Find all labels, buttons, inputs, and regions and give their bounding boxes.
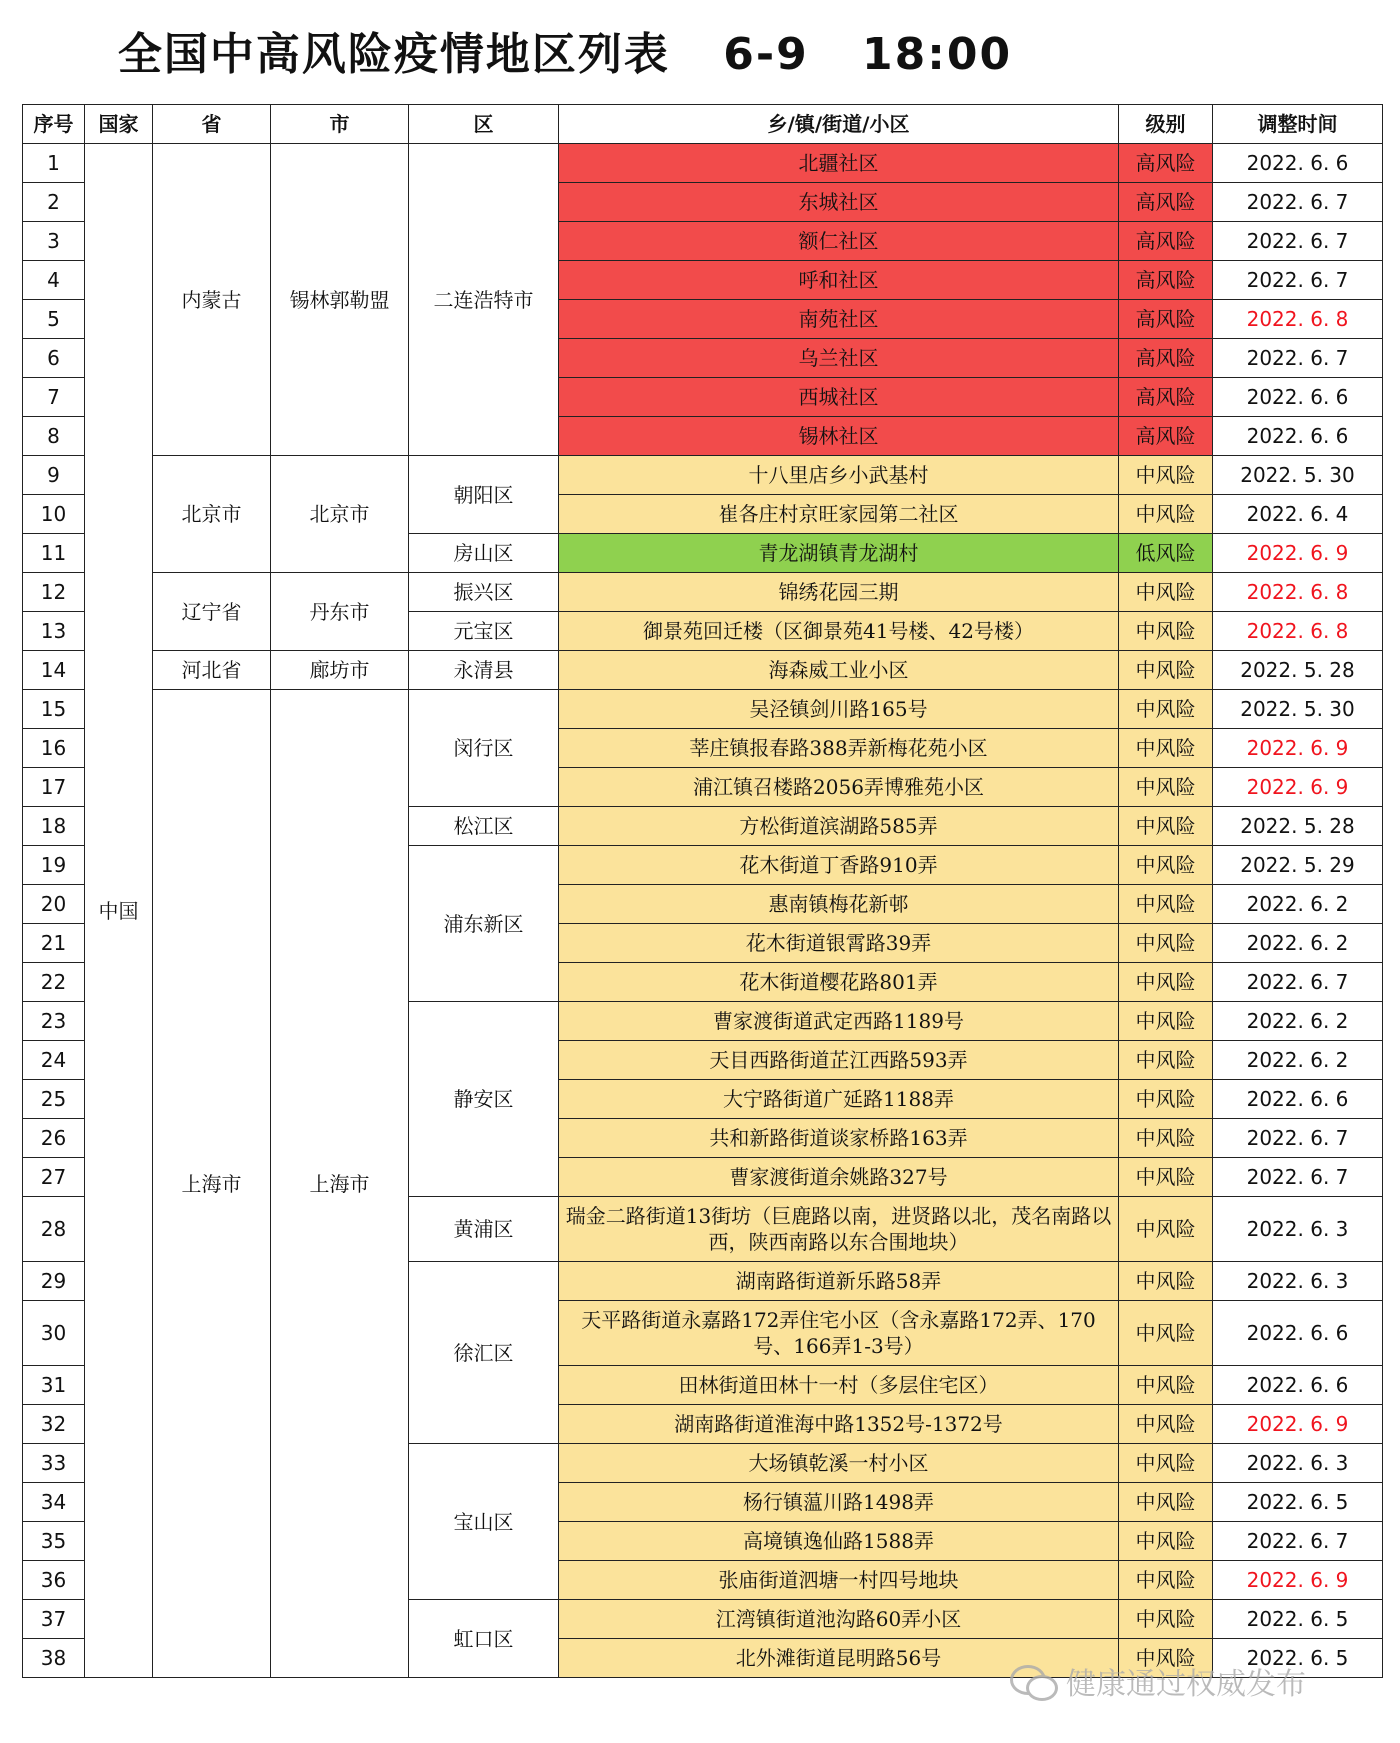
table-row — [23, 573, 1383, 612]
header-province: 省 — [153, 105, 271, 144]
area-cell: 西城社区 — [559, 378, 1119, 417]
area-cell: 瑞金二路街道13街坊（巨鹿路以南，进贤路以北，茂名南路以西，陕西南路以东合围地块） — [559, 1197, 1119, 1262]
time-cell: 2022. 6. 9 — [1213, 534, 1383, 573]
row-no: 35 — [23, 1522, 85, 1561]
city-cell: 廊坊市 — [271, 651, 409, 690]
row-no: 13 — [23, 612, 85, 651]
time-cell: 2022. 6. 3 — [1213, 1444, 1383, 1483]
area-cell: 莘庄镇报春路388弄新梅花苑小区 — [559, 729, 1119, 768]
level-cell: 高风险 — [1119, 183, 1213, 222]
table-row — [23, 456, 1383, 495]
level-cell: 中风险 — [1119, 807, 1213, 846]
wechat-icon — [1010, 1661, 1056, 1701]
time-cell: 2022. 6. 9 — [1213, 768, 1383, 807]
level-cell: 中风险 — [1119, 495, 1213, 534]
level-cell: 中风险 — [1119, 1158, 1213, 1197]
row-no: 24 — [23, 1041, 85, 1080]
city-cell: 北京市 — [271, 456, 409, 573]
time-cell: 2022. 6. 6 — [1213, 144, 1383, 183]
time-cell: 2022. 5. 29 — [1213, 846, 1383, 885]
header-no: 序号 — [23, 105, 85, 144]
row-no: 18 — [23, 807, 85, 846]
row-no: 26 — [23, 1119, 85, 1158]
area-cell: 田林街道田林十一村（多层住宅区） — [559, 1366, 1119, 1405]
time-cell: 2022. 6. 6 — [1213, 1080, 1383, 1119]
area-cell: 惠南镇梅花新邨 — [559, 885, 1119, 924]
level-cell: 中风险 — [1119, 456, 1213, 495]
level-cell: 高风险 — [1119, 261, 1213, 300]
area-cell: 北疆社区 — [559, 144, 1119, 183]
header-area: 乡/镇/街道/小区 — [559, 105, 1119, 144]
row-no: 16 — [23, 729, 85, 768]
area-cell: 十八里店乡小武基村 — [559, 456, 1119, 495]
level-cell: 中风险 — [1119, 1002, 1213, 1041]
risk-area-table — [22, 104, 1383, 1678]
area-cell: 海森威工业小区 — [559, 651, 1119, 690]
area-cell: 锦绣花园三期 — [559, 573, 1119, 612]
area-cell: 南苑社区 — [559, 300, 1119, 339]
level-cell: 高风险 — [1119, 417, 1213, 456]
time-cell: 2022. 6. 5 — [1213, 1639, 1383, 1678]
area-cell: 共和新路街道谈家桥路163弄 — [559, 1119, 1119, 1158]
area-cell: 御景苑回迁楼（区御景苑41号楼、42号楼） — [559, 612, 1119, 651]
area-cell: 杨行镇蕰川路1498弄 — [559, 1483, 1119, 1522]
time-cell: 2022. 6. 3 — [1213, 1197, 1383, 1262]
row-no: 20 — [23, 885, 85, 924]
row-no: 12 — [23, 573, 85, 612]
area-cell: 曹家渡街道武定西路1189号 — [559, 1002, 1119, 1041]
time-cell: 2022. 6. 7 — [1213, 1158, 1383, 1197]
time-cell: 2022. 5. 28 — [1213, 807, 1383, 846]
time-cell: 2022. 6. 7 — [1213, 183, 1383, 222]
area-cell: 湖南路街道新乐路58弄 — [559, 1262, 1119, 1301]
time-cell: 2022. 6. 6 — [1213, 417, 1383, 456]
row-no: 1 — [23, 144, 85, 183]
level-cell: 中风险 — [1119, 1262, 1213, 1301]
time-cell: 2022. 6. 7 — [1213, 1522, 1383, 1561]
level-cell: 中风险 — [1119, 1600, 1213, 1639]
area-cell: 天目西路街道芷江西路593弄 — [559, 1041, 1119, 1080]
district-cell: 振兴区 — [409, 573, 559, 612]
time-cell: 2022. 6. 7 — [1213, 963, 1383, 1002]
table-row — [23, 690, 1383, 729]
header-city: 市 — [271, 105, 409, 144]
time-cell: 2022. 6. 5 — [1213, 1483, 1383, 1522]
area-cell: 湖南路街道淮海中路1352号-1372号 — [559, 1405, 1119, 1444]
time-cell: 2022. 6. 7 — [1213, 222, 1383, 261]
level-cell: 中风险 — [1119, 612, 1213, 651]
district-cell: 永清县 — [409, 651, 559, 690]
header-district: 区 — [409, 105, 559, 144]
time-cell: 2022. 6. 9 — [1213, 1405, 1383, 1444]
time-cell: 2022. 5. 28 — [1213, 651, 1383, 690]
header-country: 国家 — [85, 105, 153, 144]
level-cell: 中风险 — [1119, 768, 1213, 807]
time-cell: 2022. 5. 30 — [1213, 456, 1383, 495]
area-cell: 乌兰社区 — [559, 339, 1119, 378]
header-level: 级别 — [1119, 105, 1213, 144]
area-cell: 高境镇逸仙路1588弄 — [559, 1522, 1119, 1561]
row-no: 6 — [23, 339, 85, 378]
area-cell: 花木街道樱花路801弄 — [559, 963, 1119, 1002]
time-cell: 2022. 6. 7 — [1213, 339, 1383, 378]
level-cell: 中风险 — [1119, 1301, 1213, 1366]
area-cell: 青龙湖镇青龙湖村 — [559, 534, 1119, 573]
row-no: 21 — [23, 924, 85, 963]
level-cell: 中风险 — [1119, 1197, 1213, 1262]
time-cell: 2022. 6. 5 — [1213, 1600, 1383, 1639]
district-cell: 房山区 — [409, 534, 559, 573]
row-no: 33 — [23, 1444, 85, 1483]
province-cell: 北京市 — [153, 456, 271, 573]
area-cell: 天平路街道永嘉路172弄住宅小区（含永嘉路172弄、170号、166弄1-3号） — [559, 1301, 1119, 1366]
level-cell: 中风险 — [1119, 1561, 1213, 1600]
district-cell: 虹口区 — [409, 1600, 559, 1678]
row-no: 22 — [23, 963, 85, 1002]
row-no: 4 — [23, 261, 85, 300]
row-no: 36 — [23, 1561, 85, 1600]
area-cell: 浦江镇召楼路2056弄博雅苑小区 — [559, 768, 1119, 807]
row-no: 17 — [23, 768, 85, 807]
level-cell: 中风险 — [1119, 1639, 1213, 1678]
level-cell: 中风险 — [1119, 1119, 1213, 1158]
time-cell: 2022. 6. 2 — [1213, 1002, 1383, 1041]
title-time: 18:00 — [862, 29, 1013, 80]
row-no: 14 — [23, 651, 85, 690]
row-no: 9 — [23, 456, 85, 495]
area-cell: 东城社区 — [559, 183, 1119, 222]
level-cell: 中风险 — [1119, 1522, 1213, 1561]
row-no: 28 — [23, 1197, 85, 1262]
row-no: 27 — [23, 1158, 85, 1197]
page-title — [0, 18, 1130, 82]
row-no: 8 — [23, 417, 85, 456]
time-cell: 2022. 6. 6 — [1213, 1366, 1383, 1405]
area-cell: 花木街道银霄路39弄 — [559, 924, 1119, 963]
time-cell: 2022. 6. 2 — [1213, 1041, 1383, 1080]
title-date: 6-9 — [723, 29, 809, 80]
level-cell: 中风险 — [1119, 1080, 1213, 1119]
row-no: 38 — [23, 1639, 85, 1678]
city-cell: 锡林郭勒盟 — [271, 144, 409, 456]
level-cell: 高风险 — [1119, 300, 1213, 339]
level-cell: 中风险 — [1119, 573, 1213, 612]
level-cell: 中风险 — [1119, 924, 1213, 963]
district-cell: 朝阳区 — [409, 456, 559, 534]
district-cell: 松江区 — [409, 807, 559, 846]
row-no: 37 — [23, 1600, 85, 1639]
level-cell: 中风险 — [1119, 729, 1213, 768]
watermark — [1010, 1656, 1390, 1706]
time-cell: 2022. 6. 2 — [1213, 924, 1383, 963]
district-cell: 闵行区 — [409, 690, 559, 807]
area-cell: 大场镇乾溪一村小区 — [559, 1444, 1119, 1483]
time-cell: 2022. 6. 8 — [1213, 573, 1383, 612]
header-time: 调整时间 — [1213, 105, 1383, 144]
row-no: 10 — [23, 495, 85, 534]
row-no: 25 — [23, 1080, 85, 1119]
area-cell: 锡林社区 — [559, 417, 1119, 456]
area-cell: 大宁路街道广延路1188弄 — [559, 1080, 1119, 1119]
city-cell: 丹东市 — [271, 573, 409, 651]
province-cell: 上海市 — [153, 690, 271, 1678]
level-cell: 中风险 — [1119, 963, 1213, 1002]
row-no: 3 — [23, 222, 85, 261]
time-cell: 2022. 6. 8 — [1213, 300, 1383, 339]
row-no: 19 — [23, 846, 85, 885]
area-cell: 张庙街道泗塘一村四号地块 — [559, 1561, 1119, 1600]
area-cell: 方松街道滨湖路585弄 — [559, 807, 1119, 846]
district-cell: 宝山区 — [409, 1444, 559, 1600]
row-no: 15 — [23, 690, 85, 729]
level-cell: 中风险 — [1119, 1366, 1213, 1405]
district-cell: 黄浦区 — [409, 1197, 559, 1262]
level-cell: 低风险 — [1119, 534, 1213, 573]
level-cell: 高风险 — [1119, 222, 1213, 261]
time-cell: 2022. 6. 6 — [1213, 1301, 1383, 1366]
district-cell: 二连浩特市 — [409, 144, 559, 456]
table-row — [23, 144, 1383, 183]
time-cell: 2022. 6. 2 — [1213, 885, 1383, 924]
area-cell: 北外滩街道昆明路56号 — [559, 1639, 1119, 1678]
district-cell: 静安区 — [409, 1002, 559, 1197]
area-cell: 花木街道丁香路910弄 — [559, 846, 1119, 885]
time-cell: 2022. 6. 4 — [1213, 495, 1383, 534]
city-cell: 上海市 — [271, 690, 409, 1678]
level-cell: 中风险 — [1119, 885, 1213, 924]
row-no: 34 — [23, 1483, 85, 1522]
area-cell: 江湾镇街道池沟路60弄小区 — [559, 1600, 1119, 1639]
district-cell: 元宝区 — [409, 612, 559, 651]
province-cell: 辽宁省 — [153, 573, 271, 651]
time-cell: 2022. 6. 3 — [1213, 1262, 1383, 1301]
time-cell: 2022. 6. 9 — [1213, 1561, 1383, 1600]
row-no: 32 — [23, 1405, 85, 1444]
level-cell: 高风险 — [1119, 378, 1213, 417]
row-no: 23 — [23, 1002, 85, 1041]
level-cell: 中风险 — [1119, 1405, 1213, 1444]
watermark-text: 健康通过权威发布 — [1066, 1667, 1306, 1702]
level-cell: 中风险 — [1119, 1444, 1213, 1483]
row-no: 5 — [23, 300, 85, 339]
time-cell: 2022. 6. 9 — [1213, 729, 1383, 768]
time-cell: 2022. 5. 30 — [1213, 690, 1383, 729]
province-cell: 河北省 — [153, 651, 271, 690]
level-cell: 高风险 — [1119, 339, 1213, 378]
title-text: 全国中高风险疫情地区列表 — [117, 29, 670, 80]
row-no: 11 — [23, 534, 85, 573]
level-cell: 中风险 — [1119, 1483, 1213, 1522]
level-cell: 高风险 — [1119, 144, 1213, 183]
level-cell: 中风险 — [1119, 690, 1213, 729]
country-cell: 中国 — [85, 144, 153, 1678]
area-cell: 吴泾镇剑川路165号 — [559, 690, 1119, 729]
time-cell: 2022. 6. 7 — [1213, 261, 1383, 300]
row-no: 30 — [23, 1301, 85, 1366]
level-cell: 中风险 — [1119, 1041, 1213, 1080]
area-cell: 额仁社区 — [559, 222, 1119, 261]
row-no: 7 — [23, 378, 85, 417]
table-row — [23, 651, 1383, 690]
time-cell: 2022. 6. 8 — [1213, 612, 1383, 651]
time-cell: 2022. 6. 7 — [1213, 1119, 1383, 1158]
area-cell: 崔各庄村京旺家园第二社区 — [559, 495, 1119, 534]
province-cell: 内蒙古 — [153, 144, 271, 456]
area-cell: 曹家渡街道余姚路327号 — [559, 1158, 1119, 1197]
area-cell: 呼和社区 — [559, 261, 1119, 300]
level-cell: 中风险 — [1119, 651, 1213, 690]
district-cell: 徐汇区 — [409, 1262, 559, 1444]
time-cell: 2022. 6. 6 — [1213, 378, 1383, 417]
row-no: 29 — [23, 1262, 85, 1301]
level-cell: 中风险 — [1119, 846, 1213, 885]
row-no: 31 — [23, 1366, 85, 1405]
row-no: 2 — [23, 183, 85, 222]
district-cell: 浦东新区 — [409, 846, 559, 1002]
